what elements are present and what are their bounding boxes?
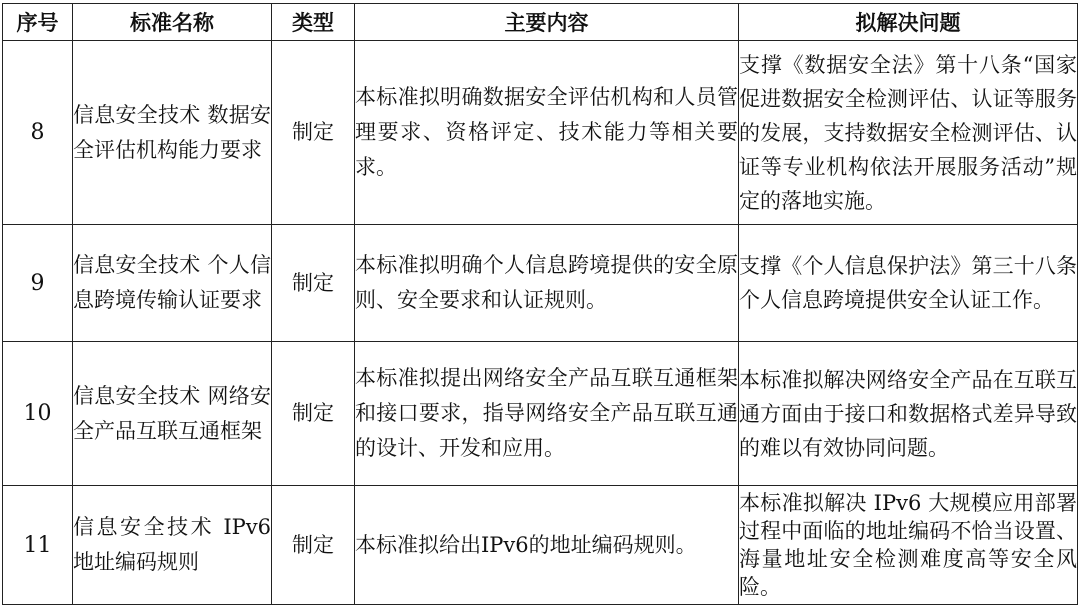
- table-row: [3, 486, 1078, 605]
- cell-content: 本标准拟明确数据安全评估机构和人员管理要求、资格评定、技术能力等相关要求。: [355, 41, 739, 225]
- cell-type: 制定: [272, 225, 355, 342]
- cell-type: 制定: [272, 486, 355, 605]
- cell-content: 本标准拟提出网络安全产品互联互通框架和接口要求，指导网络安全产品互联互通的设计、开发和应用。: [355, 342, 739, 486]
- cell-type: 制定: [272, 342, 355, 486]
- cell-name: 信息安全技术 个人信息跨境传输认证要求: [73, 225, 272, 342]
- cell-seq: 9: [3, 225, 73, 342]
- standards-table: [2, 3, 1078, 605]
- cell-content: 本标准拟给出IPv6的地址编码规则。: [355, 486, 739, 605]
- cell-content: 本标准拟明确个人信息跨境提供的安全原则、安全要求和认证规则。: [355, 225, 739, 342]
- cell-seq: 11: [3, 486, 73, 605]
- table-row: [3, 41, 1078, 225]
- cell-type: 制定: [272, 41, 355, 225]
- cell-seq: 8: [3, 41, 73, 225]
- table-row: [3, 225, 1078, 342]
- cell-name: 信息安全技术 IPv6 地址编码规则: [73, 486, 272, 605]
- header-content: 主要内容: [355, 4, 739, 41]
- cell-problem: 本标准拟解决网络安全产品在互联互通方面由于接口和数据格式差异导致的难以有效协同问题。: [739, 342, 1078, 486]
- cell-name: 信息安全技术 网络安全产品互联互通框架: [73, 342, 272, 486]
- header-row: [3, 4, 1078, 41]
- cell-problem: 支撑《数据安全法》第十八条“国家促进数据安全检测评估、认证等服务的发展，支持数据安全检测评估、认证等专业机构依法开展服务活动”规定的落地实施。: [739, 41, 1078, 225]
- cell-seq: 10: [3, 342, 73, 486]
- table-row: [3, 342, 1078, 486]
- cell-name: 信息安全技术 数据安全评估机构能力要求: [73, 41, 272, 225]
- cell-problem: 支撑《个人信息保护法》第三十八条个人信息跨境提供安全认证工作。: [739, 225, 1078, 342]
- header-type: 类型: [272, 4, 355, 41]
- header-name: 标准名称: [73, 4, 272, 41]
- header-problem: 拟解决问题: [739, 4, 1078, 41]
- header-seq: 序号: [3, 4, 73, 41]
- cell-problem: 本标准拟解决 IPv6 大规模应用部署过程中面临的地址编码不恰当设置、海量地址安全检测难度高等安全风险。: [739, 486, 1078, 605]
